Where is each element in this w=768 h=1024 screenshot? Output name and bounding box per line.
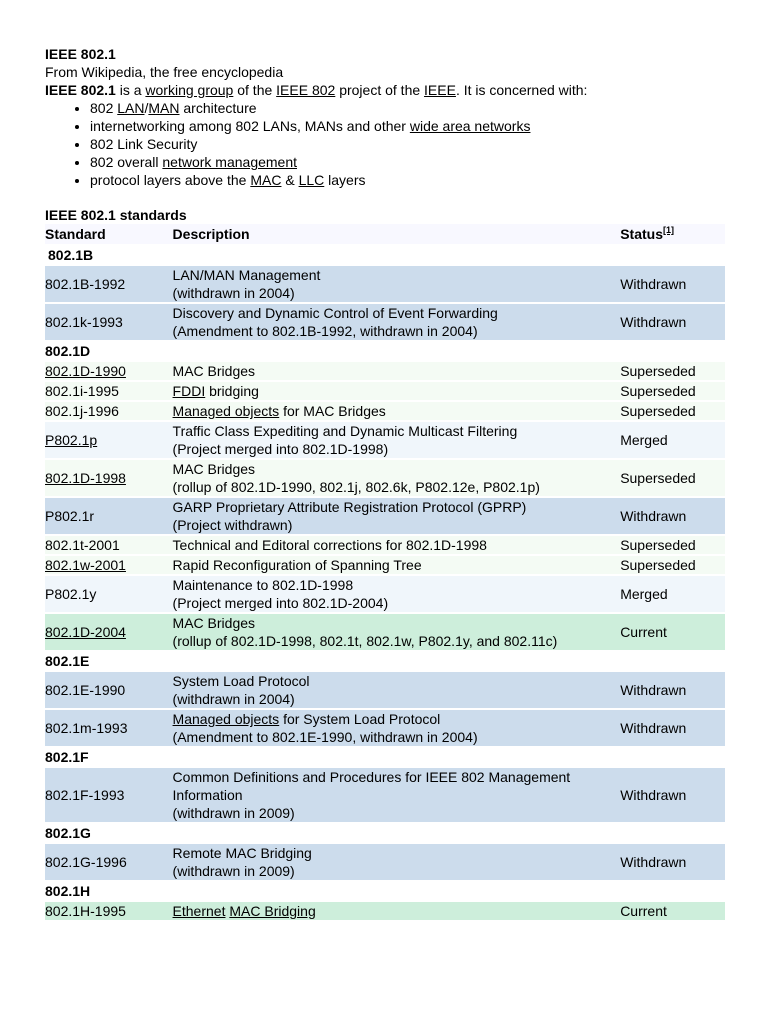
status-cell: Superseded — [620, 460, 725, 496]
intro-text: . It is concerned with: — [455, 82, 588, 98]
description-line: (Project merged into 802.1D-1998) — [172, 441, 389, 457]
standard-link[interactable]: 802.1D-2004 — [45, 624, 126, 640]
standard-cell: 802.1H-1995 — [45, 902, 173, 920]
link-mac-bridging[interactable]: MAC Bridging — [229, 903, 316, 919]
standard-cell: 802.1k-1993 — [45, 304, 173, 340]
group-label: 802.1E — [45, 652, 173, 670]
description-line: Traffic Class Expediting and Dynamic Multicast Filtering — [172, 423, 518, 439]
link-llc[interactable]: LLC — [298, 172, 325, 188]
status-cell: Superseded — [620, 362, 725, 380]
description-line: LAN/MAN Management — [172, 267, 321, 283]
description-cell — [173, 614, 621, 650]
list-item — [90, 99, 723, 117]
standard-cell: 802.1F-1993 — [45, 768, 173, 822]
description-cell — [173, 498, 621, 534]
description-cell — [173, 266, 621, 302]
description-text: for MAC Bridges — [279, 403, 386, 419]
link-managed-objects[interactable]: Managed objects — [172, 403, 280, 419]
description-line: MAC Bridges — [172, 461, 256, 477]
column-header-status — [620, 224, 725, 244]
table-row — [45, 710, 725, 746]
description-line — [173, 710, 621, 728]
description-cell — [173, 844, 621, 880]
description-line: (rollup of 802.1D-1990, 802.1j, 802.6k, P802.12e, P802.1p) — [172, 479, 540, 495]
list-text: layers — [324, 172, 366, 188]
link-man[interactable]: MAN — [148, 100, 180, 116]
link-ieee-802[interactable]: IEEE 802 — [276, 82, 336, 98]
list-text: & — [281, 172, 299, 188]
list-text: protocol layers above the — [90, 172, 251, 188]
standard-cell: 802.1m-1993 — [45, 710, 173, 746]
list-text: / — [144, 100, 149, 116]
page-subtitle: From Wikipedia, the free encyclopedia — [45, 64, 284, 80]
standard-cell — [45, 362, 173, 380]
standard-cell: 802.1j-1996 — [45, 402, 173, 420]
table-row — [45, 266, 725, 302]
standard-cell: 802.1i-1995 — [45, 382, 173, 400]
description-cell — [173, 902, 621, 920]
standard-cell: P802.1r — [45, 498, 173, 534]
status-cell: Withdrawn — [620, 768, 725, 822]
table-header-row — [45, 224, 725, 244]
intro-paragraph — [45, 81, 723, 99]
description-line: (withdrawn in 2009) — [172, 863, 295, 879]
table-row — [45, 304, 725, 340]
status-cell: Withdrawn — [620, 266, 725, 302]
list-text: 802 Link Security — [90, 136, 198, 152]
table-row — [45, 672, 725, 708]
standard-link[interactable]: 802.1D-1998 — [45, 470, 126, 486]
standard-cell — [45, 556, 173, 574]
status-cell: Withdrawn — [620, 498, 725, 534]
description-line: Discovery and Dynamic Control of Event Forwarding — [172, 305, 498, 321]
description-cell: MAC Bridges — [173, 362, 621, 380]
table-row — [45, 536, 725, 554]
list-text: 802 — [90, 100, 118, 116]
standard-cell: 802.1t-2001 — [45, 536, 173, 554]
description-line: (Project merged into 802.1D-2004) — [172, 595, 389, 611]
table-row — [45, 768, 725, 822]
list-text: internetworking among 802 LANs, MANs and other — [90, 118, 410, 134]
column-header-standard: Standard — [45, 224, 173, 244]
description-cell — [173, 382, 621, 400]
description-line: Information — [172, 787, 243, 803]
status-cell: Superseded — [620, 382, 725, 400]
table-row — [45, 460, 725, 496]
intro-text: of the — [233, 82, 277, 98]
standard-cell: P802.1y — [45, 576, 173, 612]
description-cell — [173, 576, 621, 612]
link-wide-area-networks[interactable]: wide area networks — [409, 118, 531, 134]
link-ieee[interactable]: IEEE — [424, 82, 456, 98]
status-cell: Withdrawn — [620, 710, 725, 746]
group-row — [45, 748, 725, 766]
table-row — [45, 844, 725, 880]
link-managed-objects[interactable]: Managed objects — [172, 711, 280, 727]
table-row — [45, 576, 725, 612]
description-cell — [173, 710, 621, 746]
table-row — [45, 402, 725, 420]
page-title: IEEE 802.1 — [45, 46, 116, 62]
standard-cell — [45, 614, 173, 650]
description-line: (withdrawn in 2004) — [172, 285, 295, 301]
description-line: System Load Protocol — [172, 673, 310, 689]
standard-link[interactable]: 802.1D-1990 — [45, 363, 126, 379]
column-header-description: Description — [173, 224, 621, 244]
list-item — [90, 117, 723, 135]
description-cell — [173, 672, 621, 708]
description-cell — [173, 422, 621, 458]
group-row — [45, 882, 725, 900]
link-mac[interactable]: MAC — [250, 172, 282, 188]
group-label: 802.1H — [45, 882, 173, 900]
link-working-group[interactable]: working group — [145, 82, 234, 98]
status-cell: Superseded — [620, 536, 725, 554]
standard-cell: 802.1E-1990 — [45, 672, 173, 708]
group-label: 802.1D — [45, 342, 173, 360]
table-row — [45, 422, 725, 458]
link-lan[interactable]: LAN — [117, 100, 145, 116]
intro-bold: IEEE 802.1 — [45, 82, 116, 98]
description-line: (rollup of 802.1D-1998, 802.1t, 802.1w, P802.1y, and 802.11c) — [172, 633, 558, 649]
group-row — [45, 342, 725, 360]
status-cell: Withdrawn — [620, 304, 725, 340]
description-line: Common Definitions and Procedures for IEEE 802 Management — [172, 769, 571, 785]
group-row — [45, 652, 725, 670]
intro-text: project of the — [335, 82, 425, 98]
group-row — [45, 246, 725, 264]
standard-cell — [45, 422, 173, 458]
status-cell: Merged — [620, 576, 725, 612]
description-line: Maintenance to 802.1D-1998 — [172, 577, 354, 593]
description-line: (withdrawn in 2004) — [172, 691, 295, 707]
link-ethernet[interactable]: Ethernet — [172, 903, 226, 919]
standards-table — [45, 222, 725, 922]
link-fddi[interactable]: FDDI — [172, 383, 206, 399]
table-row — [45, 498, 725, 534]
description-cell — [173, 768, 621, 822]
status-header-label: Status — [620, 226, 663, 242]
list-text: architecture — [179, 100, 257, 116]
description-text: for System Load Protocol — [279, 711, 441, 727]
standard-cell: 802.1B-1992 — [45, 266, 173, 302]
table-row — [45, 614, 725, 650]
description-line: (Project withdrawn) — [172, 517, 293, 533]
table-caption: IEEE 802.1 standards — [45, 207, 187, 223]
status-cell: Superseded — [620, 556, 725, 574]
status-cell: Current — [620, 614, 725, 650]
description-line: (withdrawn in 2009) — [172, 805, 295, 821]
group-label: 802.1B — [45, 246, 173, 264]
standard-link[interactable]: 802.1w-2001 — [45, 557, 126, 573]
description-line: Remote MAC Bridging — [172, 845, 312, 861]
description-cell — [173, 304, 621, 340]
group-label: 802.1F — [45, 748, 173, 766]
standard-cell — [45, 460, 173, 496]
group-row — [45, 824, 725, 842]
description-text: bridging — [205, 383, 259, 399]
concerns-list — [45, 99, 723, 189]
status-cell: Superseded — [620, 402, 725, 420]
description-line: (Amendment to 802.1B-1992, withdrawn in 2004) — [172, 323, 478, 339]
table-row — [45, 382, 725, 400]
description-line: MAC Bridges — [172, 615, 256, 631]
list-item — [90, 153, 723, 171]
link-network-management[interactable]: network management — [162, 154, 298, 170]
standard-cell: 802.1G-1996 — [45, 844, 173, 880]
table-row — [45, 902, 725, 920]
list-item — [90, 171, 723, 189]
description-cell: Technical and Editoral corrections for 802.1D-1998 — [173, 536, 621, 554]
list-text: 802 overall — [90, 154, 163, 170]
status-cell: Withdrawn — [620, 844, 725, 880]
group-label: 802.1G — [45, 824, 173, 842]
description-cell — [173, 460, 621, 496]
status-cell: Current — [620, 902, 725, 920]
reference-link[interactable]: [1] — [662, 225, 674, 235]
table-row — [45, 556, 725, 574]
table-row — [45, 362, 725, 380]
status-cell: Merged — [620, 422, 725, 458]
description-cell — [173, 402, 621, 420]
status-cell: Withdrawn — [620, 672, 725, 708]
description-cell: Rapid Reconfiguration of Spanning Tree — [173, 556, 621, 574]
description-line: (Amendment to 802.1E-1990, withdrawn in 2004) — [172, 729, 478, 745]
list-item — [90, 135, 723, 153]
intro-text: is a — [115, 82, 146, 98]
description-line: GARP Proprietary Attribute Registration Protocol (GPRP) — [172, 499, 527, 515]
standard-link[interactable]: P802.1p — [45, 432, 98, 448]
